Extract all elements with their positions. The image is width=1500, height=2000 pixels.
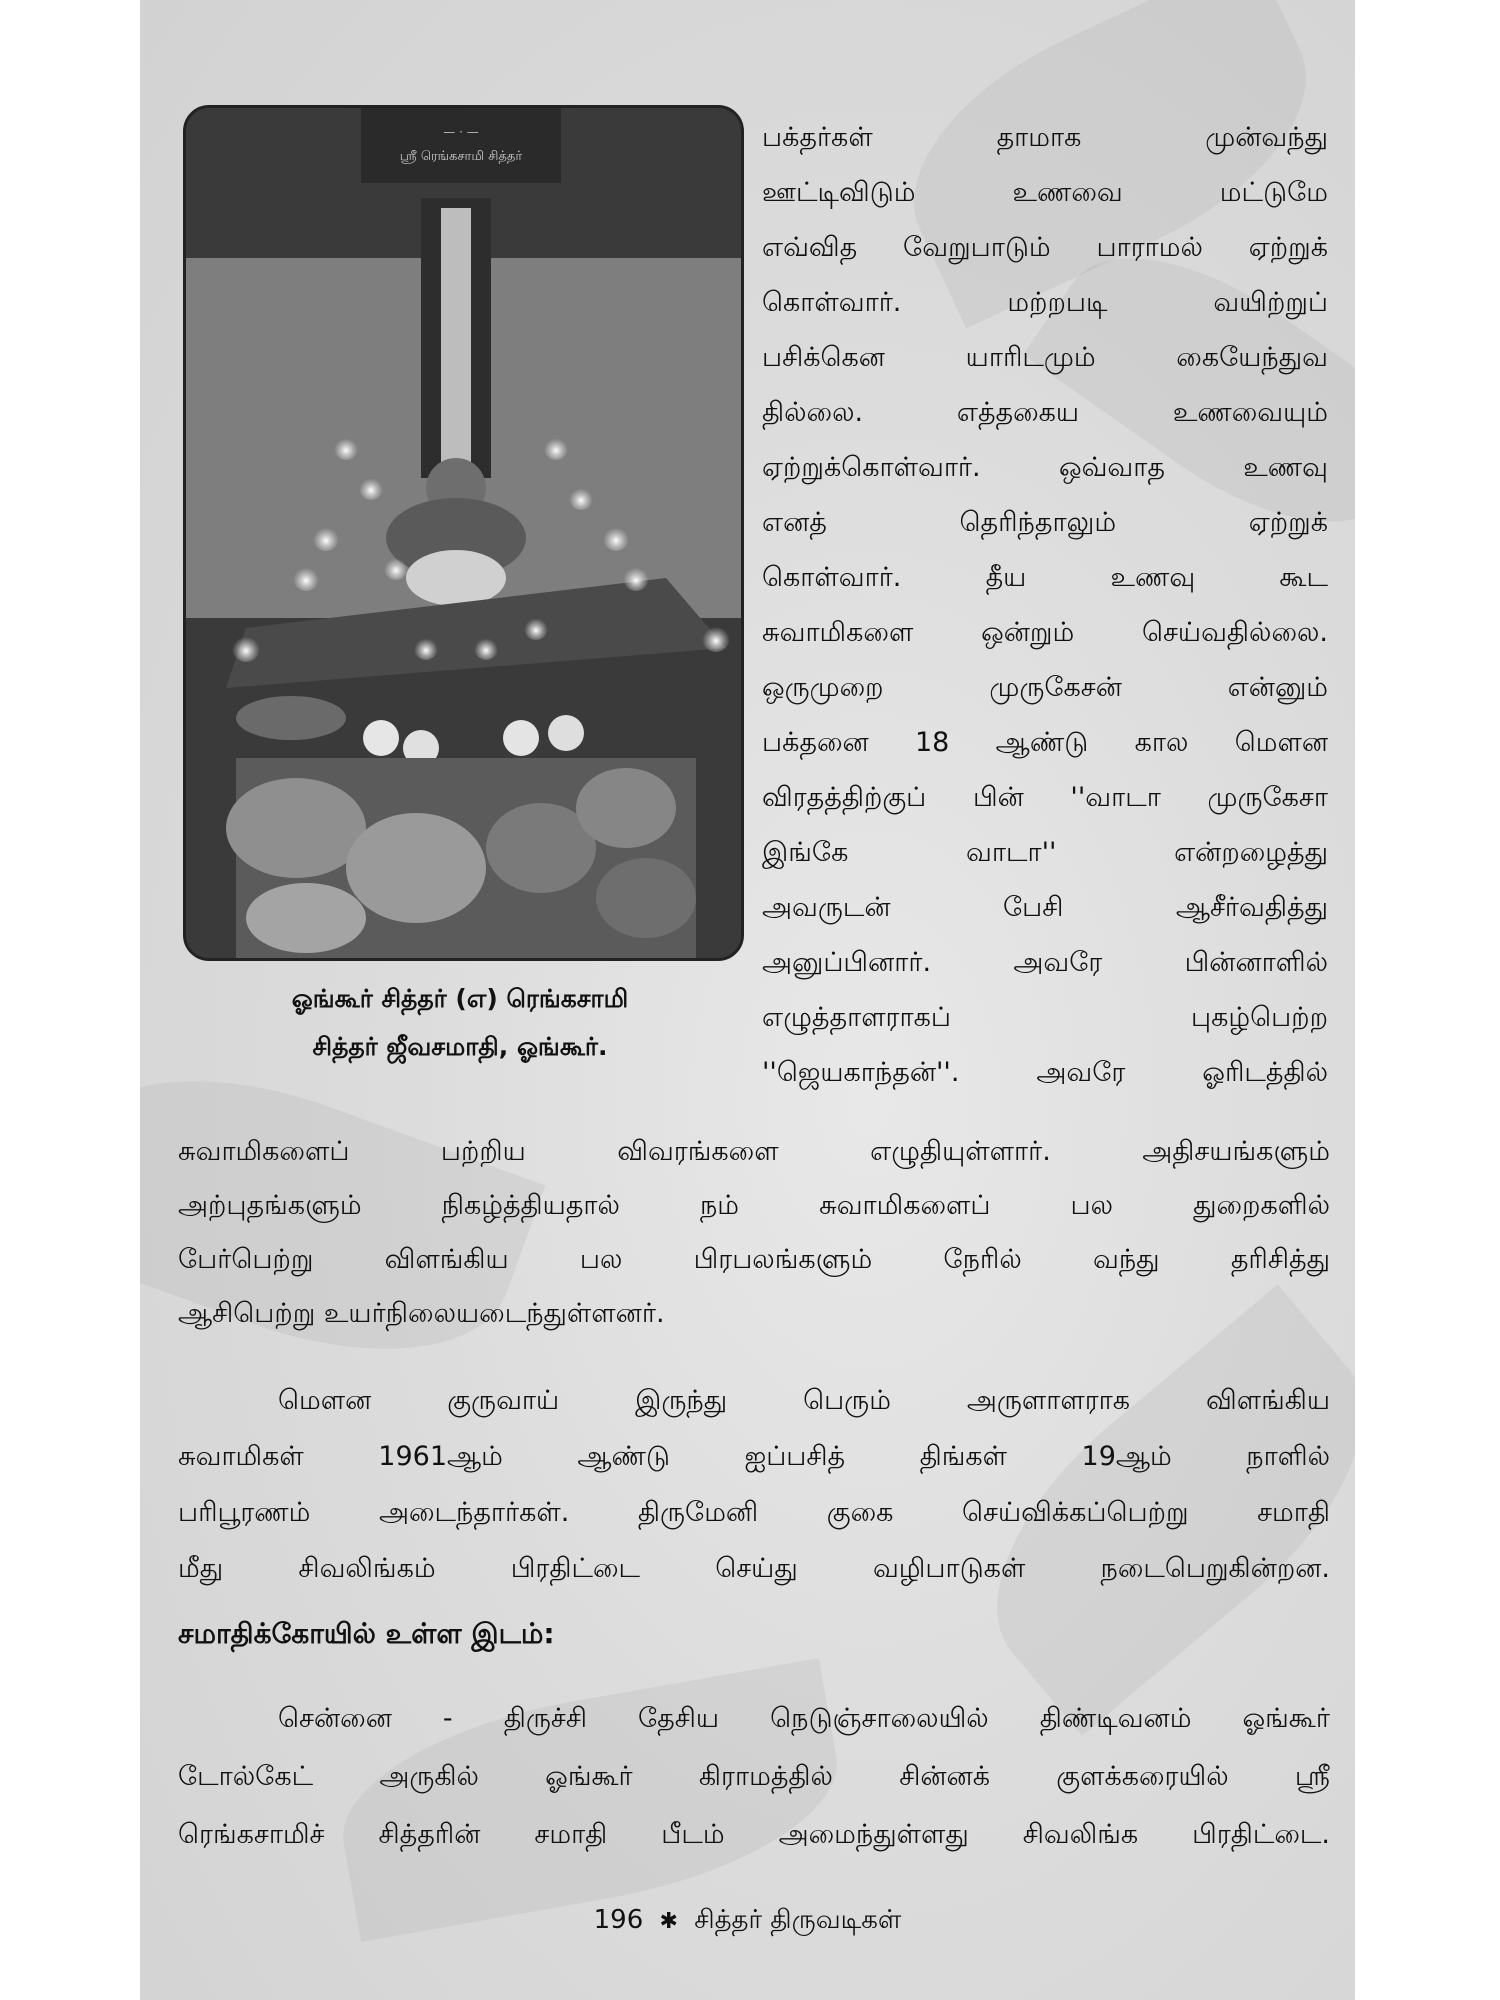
text-line: கொள்வார். மற்றபடி வயிற்றுப்	[762, 287, 1328, 318]
text-line: பரிபூரணம் அடைந்தார்கள். திருமேனி குகை செய்விக்கப்பெற்று சமாதி	[178, 1497, 1330, 1528]
paragraph-2	[178, 1373, 1330, 1597]
text-line: ஊட்டிவிடும் உணவை மட்டுமே	[762, 177, 1328, 208]
paragraph-1	[178, 1125, 1330, 1341]
text-line: பேர்பெற்று விளங்கிய பல பிரபலங்களும் நேரில் வந்து தரிசித்து	[178, 1244, 1330, 1275]
text-line: மீது சிவலிங்கம் பிரதிட்டை செய்து வழிபாடுகள் நடைபெறுகின்றன.	[178, 1553, 1330, 1584]
text-line: தில்லை. எத்தகைய உணவையும்	[762, 397, 1328, 428]
text-line: அவருடன் பேசி ஆசீர்வதித்து	[762, 892, 1328, 923]
text-line: சுவாமிகளை ஒன்றும் செய்வதில்லை.	[762, 617, 1328, 648]
text-line: விரதத்திற்குப் பின் ''வாடா முருகேசா	[762, 782, 1328, 813]
text-line: பக்தனை 18 ஆண்டு கால மௌன	[762, 727, 1328, 758]
photo-caption-line-1: ஓங்கூர் சித்தர் (எ) ரெங்கசாமி	[291, 984, 629, 1013]
book-page	[140, 0, 1355, 2000]
text-line: அனுப்பினார். அவரே பின்னாளில்	[762, 947, 1328, 978]
samadhi-photo	[183, 105, 744, 961]
text-line: அற்புதங்களும் நிகழ்த்தியதால் நம் சுவாமிகளைப் பல துறைகளில்	[178, 1190, 1330, 1221]
svg-text:ஸ்ரீ ரெங்கசாமி சித்தர்: ஸ்ரீ ரெங்கசாமி சித்தர்	[399, 149, 523, 164]
section-heading: சமாதிக்கோயில் உள்ள இடம்:	[178, 1617, 555, 1650]
book-title: சித்தர் திருவடிகள்	[694, 1905, 902, 1935]
text-line: எனத் தெரிந்தாலும் ஏற்றுக்	[762, 507, 1328, 538]
page-footer	[140, 1905, 1355, 1938]
right-margin	[1355, 0, 1500, 2000]
text-line: சென்னை - திருச்சி தேசிய நெடுஞ்சாலையில் திண்டிவனம் ஓங்கூர்	[278, 1703, 1330, 1734]
page-number: 196	[593, 1905, 644, 1935]
svg-text:— · —: — · —	[443, 125, 479, 139]
photo-caption-line-2: சித்தர் ஜீவசமாதி, ஓங்கூர்.	[312, 1032, 608, 1061]
right-column-text	[762, 110, 1328, 1100]
shrine-illustration	[186, 108, 741, 958]
paragraph-3	[178, 1690, 1330, 1864]
text-line: ரெங்கசாமிச் சித்தரின் சமாதி பீடம் அமைந்துள்ளது சிவலிங்க பிரதிட்டை.	[178, 1819, 1330, 1850]
text-line: பசிக்கென யாரிடமும் கையேந்துவ	[762, 342, 1328, 373]
separator-icon: ✱	[659, 1909, 678, 1934]
text-line: எவ்வித வேறுபாடும் பாராமல் ஏற்றுக்	[762, 232, 1328, 263]
text-line: சுவாமிகள் 1961ஆம் ஆண்டு ஐப்பசித் திங்கள் 19ஆம் நாளில்	[178, 1441, 1330, 1472]
text-line: கொள்வார். தீய உணவு கூட	[762, 562, 1328, 593]
left-margin	[0, 0, 140, 2000]
text-line: ''ஜெயகாந்தன்''. அவரே ஓரிடத்தில்	[762, 1057, 1328, 1088]
text-line: டோல்கேட் அருகில் ஓங்கூர் கிராமத்தில் சின்னக் குளக்கரையில் ஸ்ரீ	[178, 1761, 1330, 1792]
text-line: ஏற்றுக்கொள்வார். ஒவ்வாத உணவு	[762, 452, 1328, 483]
text-line: பக்தர்கள் தாமாக முன்வந்து	[762, 122, 1328, 153]
text-line: இங்கே வாடா'' என்றழைத்து	[762, 837, 1328, 868]
text-line: மௌன குருவாய் இருந்து பெரும் அருளாளராக விளங்கிய	[278, 1385, 1330, 1416]
text-line: எழுத்தாளராகப் புகழ்பெற்ற	[762, 1002, 1328, 1033]
text-line: ஒருமுறை முருகேசன் என்னும்	[762, 672, 1328, 703]
text-line: ஆசிபெற்று உயர்நிலையடைந்துள்ளனர்.	[178, 1298, 665, 1329]
text-line: சுவாமிகளைப் பற்றிய விவரங்களை எழுதியுள்ளார். அதிசயங்களும்	[178, 1136, 1330, 1167]
